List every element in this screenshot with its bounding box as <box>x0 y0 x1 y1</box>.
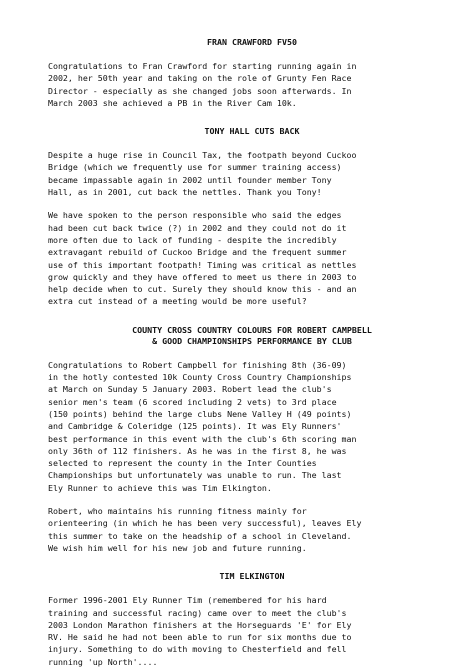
paragraph-tony-hall-2: We have spoken to the person responsible who said the edges had been cut back twice (?) in 2002 and they could not do it more often due to lack of funding - despite the incredibly extravagant rebuild of Cuckoo Bridge and the frequent summer use of this important footpath! Timing was critical as nettles grow quickly and they have offered to meet us there in 2003 to help decide when to cut. Surely they should know this - and an extra cut instead of a meeting would be more useful? <box>48 210 357 307</box>
section-heading-fran-crawford: FRAN CRAWFORD FV50 <box>207 37 297 47</box>
section-heading-tim-elkington: TIM ELKINGTON <box>219 571 285 582</box>
paragraph-fran-crawford: Congratulations to Fran Crawford for starting running again in 2002, her 50th year and taking on the role of Grunty Fen Race Director - especially as she changed jobs soon afterwards. In March 2003 she achieved a PB in the River Cam 10k. <box>48 61 357 108</box>
paragraph-tony-hall-1: Despite a huge rise in Council Tax, the footpath beyond Cuckoo Bridge (which we frequently use for summer training access) became impassable again in 2002 until founder member Tony Hall, as in 2001, cut back the nettles. Thank you Tony! <box>48 150 357 198</box>
paragraph-robert-campbell-1: Congratulations to Robert Campbell for finishing 8th (36-09) in the hotly contested 10k County Cross Country Championships at March on Sunday 5 January 2003. Robert lead the club's senior men's team (6 scored including 2 vets) to 3rd place (150 points) behind the large clubs Nene Valley H (49 points) and Cambridge & Coleridge (125 points). It was Ely Runners' best performance in this event with the club's 6th scoring man only 36th of 112 finishers. As he was in the first 8, he was selected to represent the county in the Inter Counties Championships but unfortunately was unable to run. The last Ely Runner to achieve this was Tim Elkington. <box>48 359 357 493</box>
paragraph-robert-campbell-2: Robert, who maintains his running fitness mainly for orienteering (in which he has been very successful), leaves Ely this summer to take on the headship of a school in Cleveland. We wish him well for his new job and future running. <box>48 506 362 553</box>
section-heading-tony-hall: TONY HALL CUTS BACK <box>204 126 300 137</box>
section-heading-robert-campbell: COUNTY CROSS COUNTRY COLOURS FOR ROBERT CAMPBELL & GOOD CHAMPIONSHIPS PERFORMANCE BY CLUB <box>132 324 372 346</box>
paragraph-tim-elkington: Former 1996-2001 Ely Runner Tim (remembered for his hard training and successful racing) came over to meet the club's 2003 London Marathon finishers at the Horseguards 'E' for Ely RV. He said he had not been able to run for six months due to injury. Something to do with moving to Chesterfield and fell running 'up North'.... <box>48 595 352 667</box>
